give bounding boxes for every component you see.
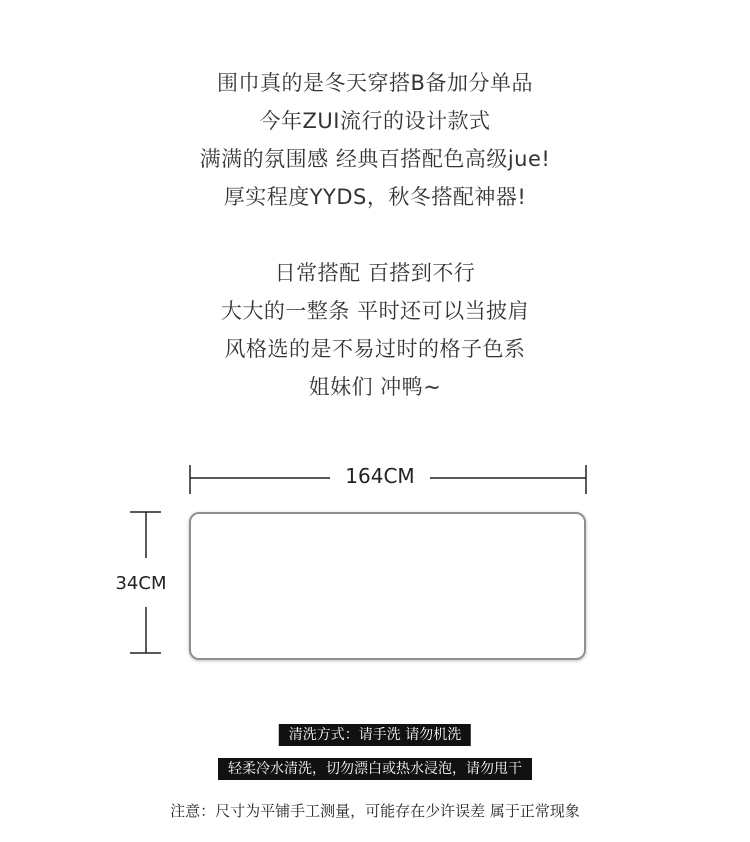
intro-line: 满满的氛围感 经典百搭配色高级jue! — [199, 147, 551, 171]
intro-paragraph-1 — [0, 64, 750, 216]
intro-line: 日常搭配 百搭到不行 — [274, 261, 476, 285]
intro-line: 厚实程度YYDS，秋冬搭配神器! — [223, 185, 527, 209]
intro-paragraph-2 — [0, 254, 750, 406]
height-label: 34CM — [115, 573, 167, 594]
intro-line: 风格选的是不易过时的格子色系 — [224, 337, 526, 361]
measurement-note: 注意：尺寸为平铺手工测量，可能存在少许误差 属于正常现象 — [170, 802, 580, 820]
intro-line: 今年ZUI流行的设计款式 — [259, 109, 491, 133]
width-label: 164CM — [330, 462, 430, 490]
intro-line: 姐妹们 冲鸭~ — [308, 375, 442, 399]
intro-line: 围巾真的是冬天穿搭B备加分单品 — [217, 71, 533, 95]
scarf-outline — [189, 512, 586, 660]
wash-detail-badge: 轻柔冷水清洗，切勿漂白或热水浸泡，请勿甩干 — [218, 758, 532, 780]
intro-line: 大大的一整条 平时还可以当披肩 — [220, 299, 530, 323]
wash-method-badge: 清洗方式：请手洗 请勿机洗 — [279, 724, 471, 746]
